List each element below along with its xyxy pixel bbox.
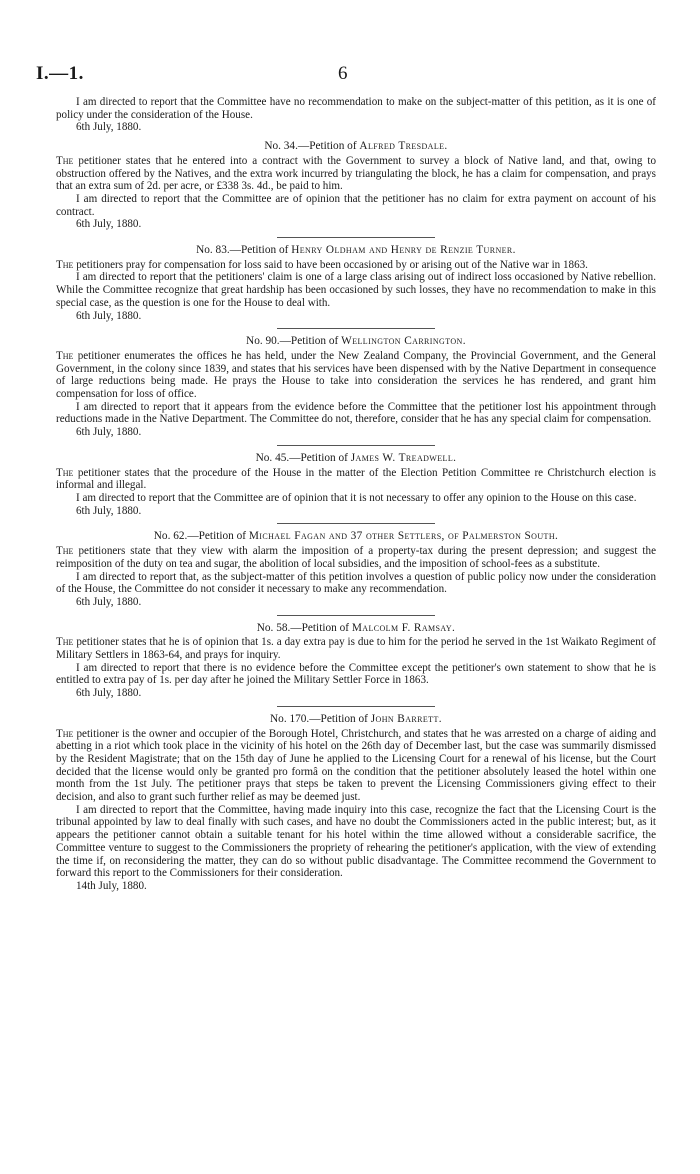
petition-statement	[56, 467, 656, 492]
committee-report: I am directed to report that it appears from the evidence before the Committee that the petitioner lost his appointment through reductions made in the Native Department. The Committee do not, therefore, consider that he has any special claim for compensation.	[56, 400, 656, 426]
statement-lead: The	[56, 545, 74, 558]
intro-report: I am directed to report that the Committee have no recommendation to make on the subject-matter of this petition, as it is one of policy under the consideration of the House.	[56, 96, 656, 121]
report-date: 6th July, 1880.	[76, 595, 142, 608]
petition-statement	[56, 545, 656, 570]
petition-title	[56, 335, 656, 348]
statement-lead: The	[56, 466, 74, 479]
section-divider	[277, 706, 435, 707]
committee-report: I am directed to report that the petitioners' claim is one of a large class arising out of indirect loss occasioned by Native rebellion. While the Committee recognize that great hardship has been occasioned by such losses, they have no recommendation to make in this special case, as the question is one for the House to deal with.	[56, 271, 656, 309]
petition-number: No. 62.—Petition of	[153, 530, 247, 543]
report-body	[56, 96, 656, 893]
statement-lead: The	[56, 258, 74, 271]
petition-title	[56, 530, 656, 543]
petition-number: No. 45.—Petition of	[255, 451, 348, 464]
petition-83	[56, 244, 656, 329]
petition-45	[56, 452, 656, 525]
petitioner-name: Michael Fagan and 37 other Settlers, of Palmerston South.	[248, 530, 559, 543]
section-divider	[277, 523, 435, 524]
section-divider	[277, 328, 435, 329]
statement-text: petitioner is the owner and occupier of the Borough Hotel, Christchurch, and states that he was arrested on a charge of aiding and abetting in a riot which took place in the vicinity of his hotel on the 26th day of December last, but the case was summarily dismissed by the Resident Magistrate; that on the 15th day of June he applied to the Licensing Court for a renewal of his license, but the Court decided that the license would only be granted pro formâ on the condition that the petitioner absolutely leased the hotel within one month from the 1st July. The petitioner prays that steps be taken to prevent the Licensing Commissioners giving effect to their decision, and also to grant such further relief as may be deemed just.	[56, 727, 656, 804]
statement-text: petitioner states that he is of opinion that 1s. a day extra pay is due to him for the period he served in the 1st Waikato Regiment of Military Settlers in 1863-64, and prays for inquiry.	[56, 636, 656, 662]
committee-report: I am directed to report that, as the subject-matter of this petition involves a question of public policy now under the consideration of the House, the Committee do not consider it necessary to make any recommendation.	[56, 570, 656, 596]
intro-date: 6th July, 1880.	[76, 121, 142, 134]
petitioner-name: Malcolm F. Ramsay.	[351, 621, 456, 634]
petition-statement	[56, 259, 656, 272]
petition-title	[56, 244, 656, 257]
report-reference: I.—1.	[36, 63, 84, 84]
petition-statement	[56, 728, 656, 804]
petitioner-name: James W. Treadwell.	[350, 451, 457, 464]
statement-text: petitioners state that they view with alarm the imposition of a property-tax during the present depression; and suggest the reimposition of the duty on tea and sugar, the abolition of local subsidies, and the imposition of school-fees as a substitute.	[56, 545, 656, 570]
petition-statement	[56, 155, 656, 193]
report-date: 6th July, 1880.	[76, 687, 142, 700]
committee-report: I am directed to report that the Committee, having made inquiry into this case, recognize the fact that the Licensing Court is the tribunal appointed by law to deal finally with such cases, and have no doubt the Commissioners acted in the public interest; but, as it appears the petitioner cannot obtain a suitable tenant for his hotel within the time allowed without a considerable sacrifice, the Committee venture to suggest to the Commissioners the propriety of rehearing the petitioner's application, with the view of extending the time if, on reconsidering the matter, they can do so without public disadvantage. The Committee recommend the Government to forward this report to the Commissioners for their consideration.	[56, 803, 656, 880]
petition-title	[56, 452, 656, 465]
petition-statement	[56, 350, 656, 401]
report-date: 6th July, 1880.	[76, 426, 142, 439]
statement-text: petitioner enumerates the offices he has held, under the New Zealand Company, the Provincial Government, and the General Government, in the colony since 1839, and states that his services have been dispensed with by the Native Department in consequence of large reductions being made. He prays the House to take into consideration the services he has rendered, and grant him compensation for loss of office.	[56, 349, 656, 401]
petition-170	[56, 713, 656, 893]
petition-34	[56, 140, 656, 238]
statement-lead: The	[56, 636, 74, 649]
petitioner-name: Wellington Carrington.	[341, 335, 466, 348]
statement-text: petitioners pray for compensation for loss said to have been occasioned by or arising out of the Native war in 1863.	[76, 258, 588, 271]
petition-number: No. 58.—Petition of	[256, 621, 350, 634]
committee-report: I am directed to report that the Committee are of opinion that it is not necessary to offer any opinion to the House on this case.	[76, 491, 637, 504]
section-divider	[277, 615, 435, 616]
statement-lead: The	[56, 154, 74, 167]
petition-90	[56, 335, 656, 446]
report-date: 6th July, 1880.	[76, 309, 142, 322]
petitioner-name: Henry Oldham and Henry de Renzie Turner.	[291, 244, 516, 257]
statement-lead: The	[56, 727, 74, 740]
section-divider	[277, 237, 435, 238]
petitioner-name: Alfred Tresdale.	[359, 140, 448, 153]
report-date: 6th July, 1880.	[76, 218, 142, 231]
report-date: 14th July, 1880.	[76, 879, 147, 892]
petitioner-name: John Barrett.	[370, 712, 442, 725]
petition-title	[56, 622, 656, 635]
statement-text: petitioner states that he entered into a contract with the Government to survey a block of Native land, and that, owing to obstruction offered by the Natives, and the extra work incurred by triangulating the block, he has a claim for compensation, and prays that an extra sum of 2d. per acre, or £338 3s. 4d., be paid to him.	[56, 154, 656, 193]
statement-text: petitioner states that the procedure of the House in the matter of the Election Petition Committee re Christchurch election is informal and illegal.	[56, 466, 656, 492]
committee-report: I am directed to report that the Committee are of opinion that the petitioner has no claim for extra payment on account of his contract.	[56, 192, 656, 218]
statement-lead: The	[56, 349, 74, 362]
petition-number: No. 90.—Petition of	[246, 335, 339, 348]
petition-number: No. 170.—Petition of	[270, 712, 368, 725]
petition-title	[56, 713, 656, 726]
section-divider	[277, 445, 435, 446]
page-number: 6	[338, 63, 348, 84]
report-date: 6th July, 1880.	[76, 504, 142, 517]
petition-title	[56, 140, 656, 153]
petition-number: No. 34.—Petition of	[264, 140, 357, 153]
petition-58	[56, 622, 656, 707]
petition-number: No. 83.—Petition of	[196, 244, 289, 257]
petition-62	[56, 530, 656, 615]
petition-statement	[56, 636, 656, 661]
committee-report: I am directed to report that there is no evidence before the Committee except the petitioner's own statement to show that he is entitled to extra pay of 1s. per day after he joined the Military Settler Force in 1863.	[56, 661, 656, 687]
